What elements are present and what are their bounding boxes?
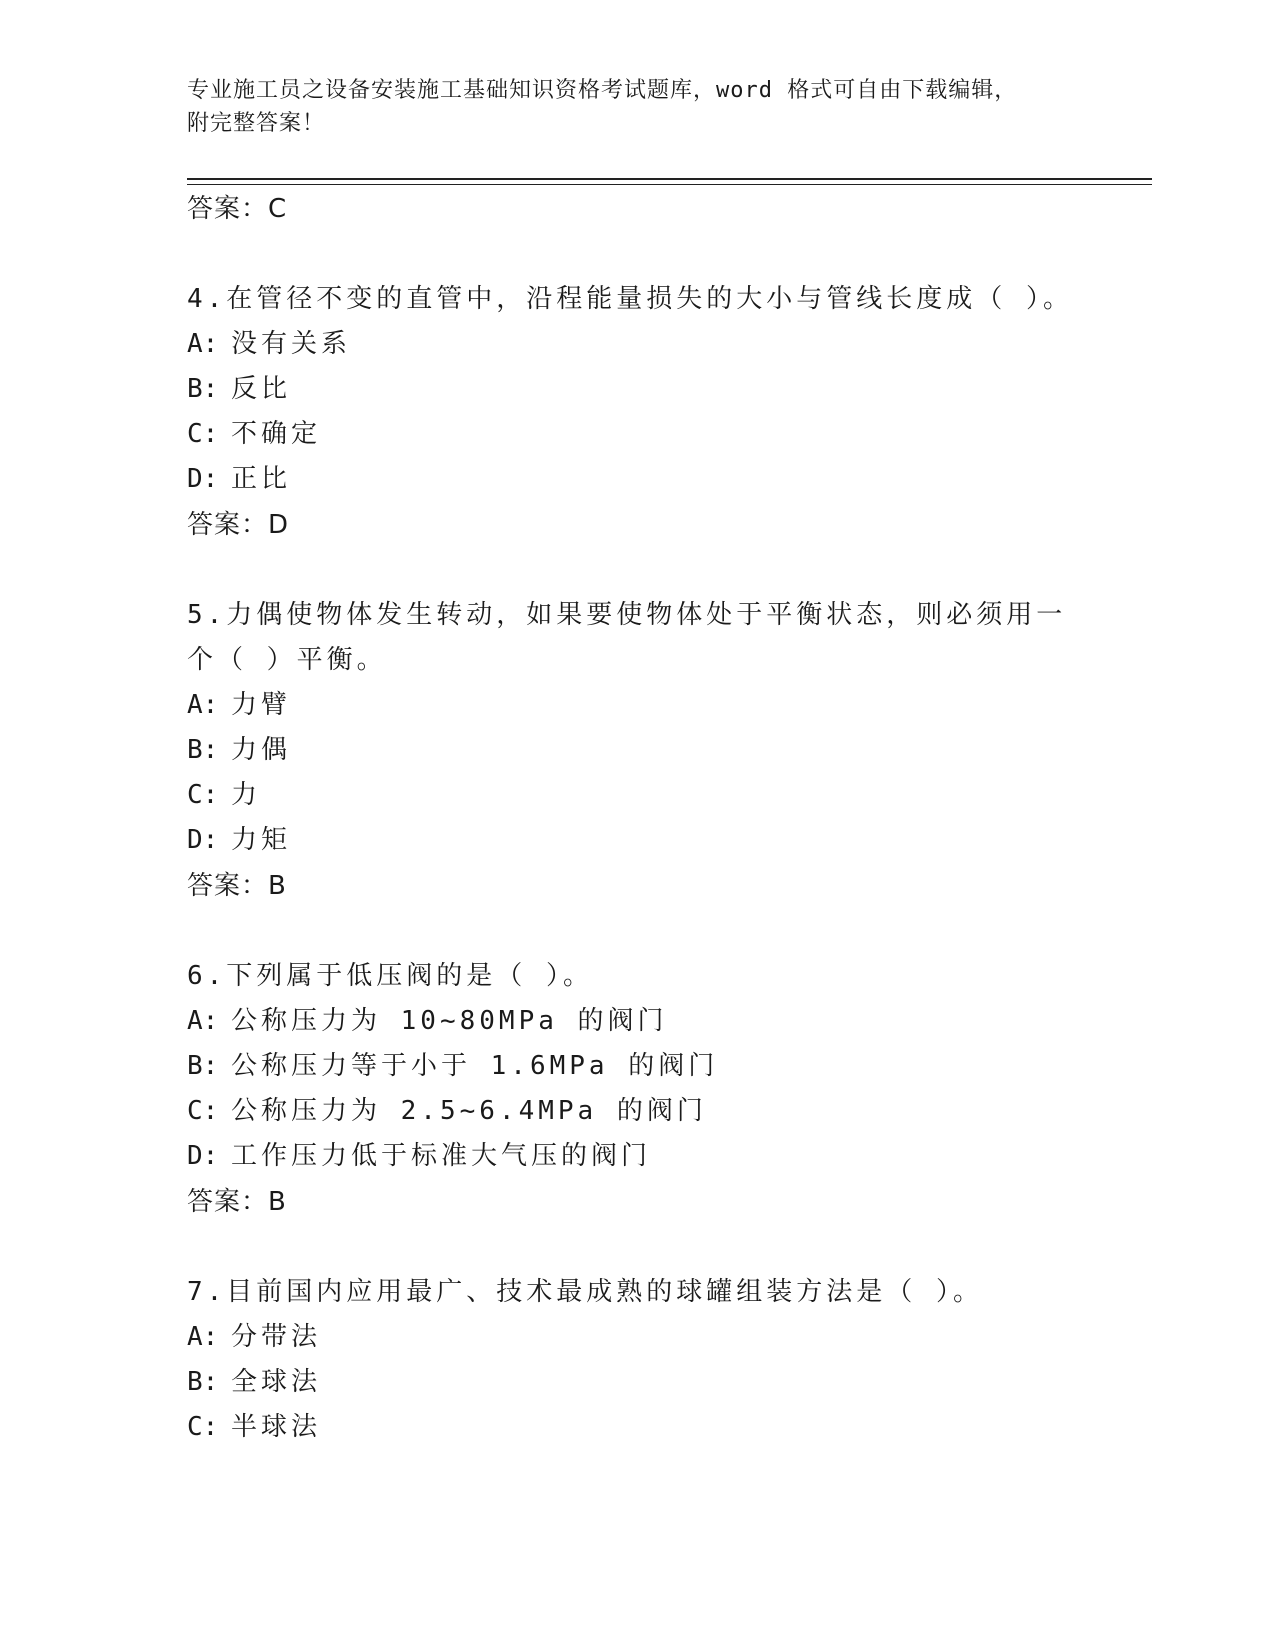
spacer <box>187 1225 1087 1270</box>
question-text: 5.力偶使物体发生转动，如果要使物体处于平衡状态，则必须用一个（ ）平衡。 <box>187 600 1067 675</box>
option-key: D: <box>187 825 219 855</box>
option-c <box>187 773 1087 818</box>
option-text: 正比 <box>231 464 292 494</box>
question-block <box>187 1270 1087 1450</box>
option-key: D: <box>187 464 219 494</box>
option-text: 力 <box>231 780 262 810</box>
option-c <box>187 1089 1087 1134</box>
question-text: 7.目前国内应用最广、技术最成熟的球罐组装方法是（ ）。 <box>187 1277 983 1307</box>
option-key: B: <box>187 1051 219 1081</box>
option-a <box>187 683 1087 728</box>
header-line-2: 附完整答案！ <box>187 111 326 136</box>
option-key: B: <box>187 735 219 765</box>
option-text: 工作压力低于标准大气压的阀门 <box>231 1141 652 1171</box>
option-key: B: <box>187 374 219 404</box>
spacer <box>187 548 1087 593</box>
option-b <box>187 728 1087 773</box>
option-b <box>187 1044 1087 1089</box>
spacer <box>187 232 1087 277</box>
option-text: 力臂 <box>231 690 292 720</box>
option-a <box>187 1315 1087 1360</box>
option-key: A: <box>187 1006 219 1036</box>
option-d <box>187 1134 1087 1179</box>
question-block <box>187 277 1087 548</box>
header-rule-thin <box>187 184 1152 185</box>
header-rule-thick <box>187 178 1152 180</box>
option-text: 没有关系 <box>231 329 352 359</box>
option-key: B: <box>187 1367 219 1397</box>
option-b <box>187 367 1087 412</box>
option-b <box>187 1360 1087 1405</box>
answer-line: 答案：D <box>187 510 290 540</box>
option-d <box>187 457 1087 502</box>
answer-line: 答案：C <box>187 194 288 224</box>
answer-line: 答案：B <box>187 1187 287 1217</box>
option-key: A: <box>187 690 219 720</box>
option-key: A: <box>187 1322 219 1352</box>
option-key: C: <box>187 419 219 449</box>
option-key: C: <box>187 780 219 810</box>
option-text: 分带法 <box>231 1322 322 1352</box>
option-key: A: <box>187 329 219 359</box>
option-text: 半球法 <box>231 1412 322 1442</box>
option-d <box>187 818 1087 863</box>
question-list <box>187 186 1087 1450</box>
answer-line: 答案：B <box>187 871 287 901</box>
option-key: D: <box>187 1141 219 1171</box>
option-text: 反比 <box>231 374 292 404</box>
option-c <box>187 1405 1087 1450</box>
option-key: C: <box>187 1096 219 1126</box>
question-block <box>187 593 1087 909</box>
spacer <box>187 909 1087 954</box>
question-text: 4.在管径不变的直管中，沿程能量损失的大小与管线长度成（ ）。 <box>187 284 1073 314</box>
option-a <box>187 322 1087 367</box>
option-key: C: <box>187 1412 219 1442</box>
option-text: 公称压力为 2.5~6.4MPa 的阀门 <box>231 1096 707 1126</box>
option-text: 不确定 <box>231 419 322 449</box>
option-c <box>187 412 1087 457</box>
option-text: 全球法 <box>231 1367 322 1397</box>
option-text: 公称压力为 10~80MPa 的阀门 <box>231 1006 668 1036</box>
option-text: 公称压力等于小于 1.6MPa 的阀门 <box>231 1051 719 1081</box>
option-a <box>187 999 1087 1044</box>
option-text: 力矩 <box>231 825 292 855</box>
header-line-1: 专业施工员之设备安装施工基础知识资格考试题库，word 格式可自由下载编辑， <box>187 78 1018 103</box>
document-header <box>187 74 1087 140</box>
question-text: 6.下列属于低压阀的是（ ）。 <box>187 961 593 991</box>
option-text: 力偶 <box>231 735 292 765</box>
question-block <box>187 954 1087 1225</box>
